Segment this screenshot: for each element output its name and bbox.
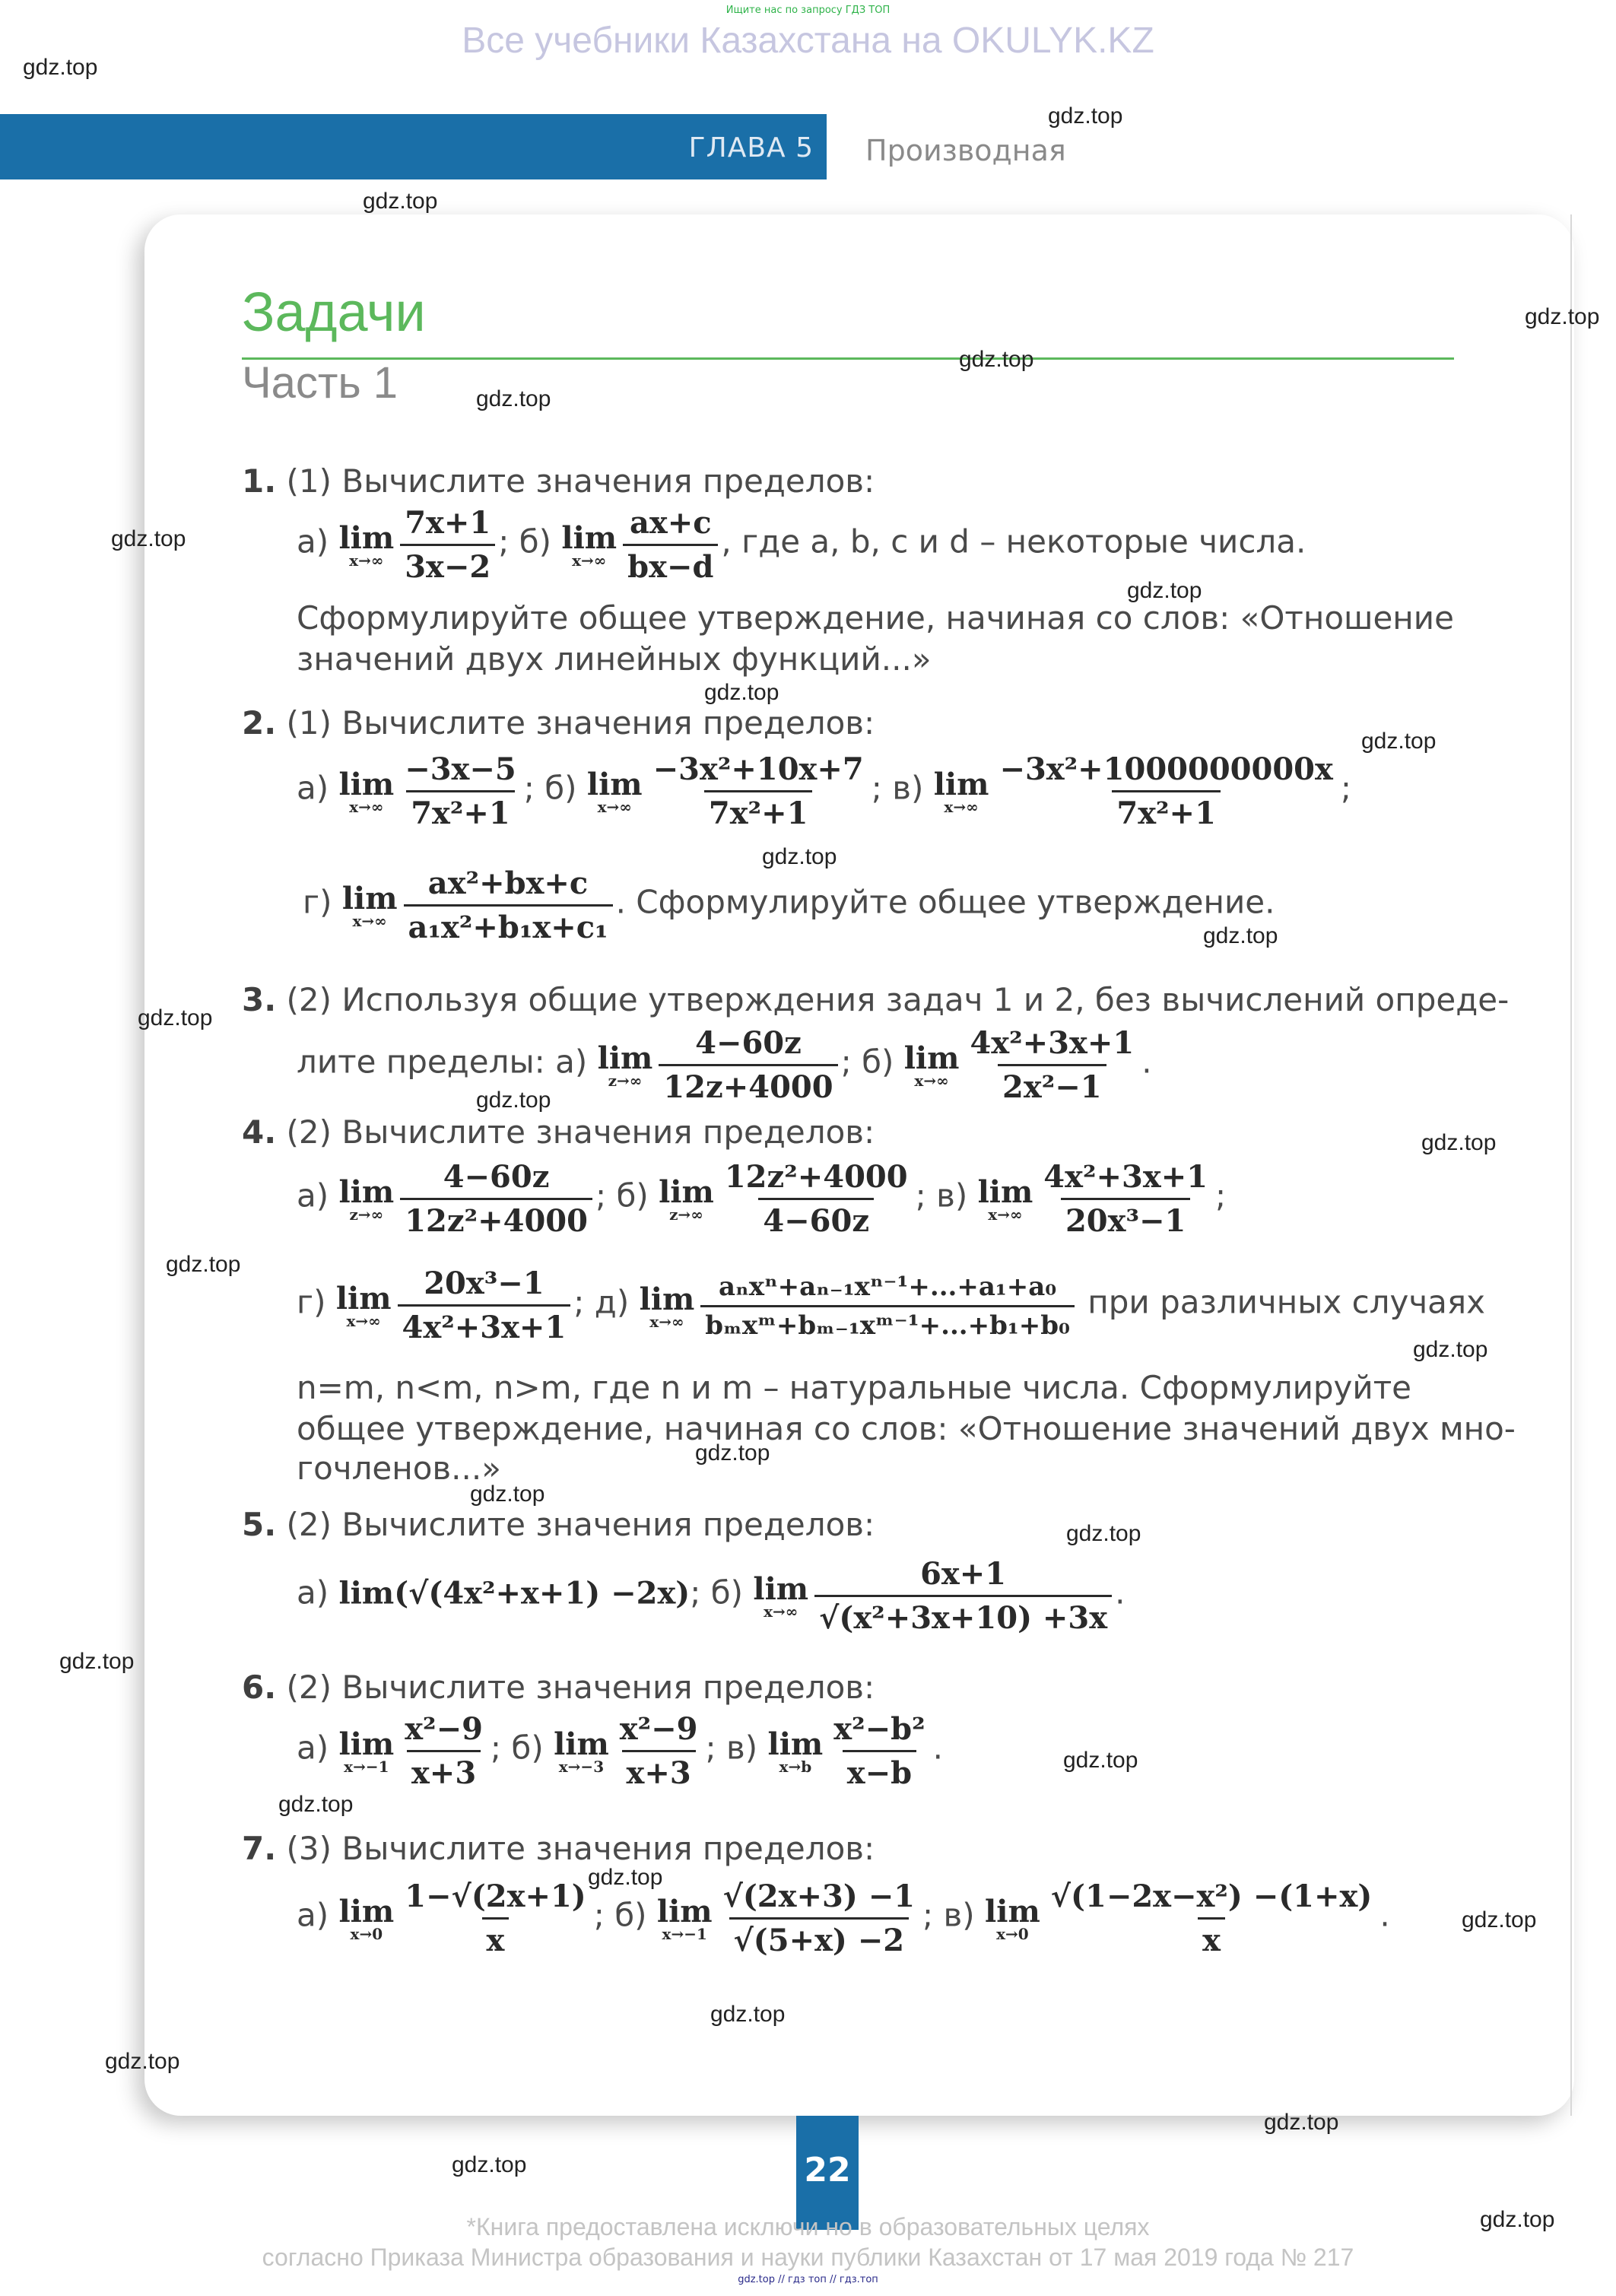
problem-number: 5. xyxy=(242,1506,277,1543)
watermark: gdz.top xyxy=(710,2002,786,2027)
item-label: г) xyxy=(303,883,332,921)
section-title: Задачи xyxy=(242,282,426,343)
separator: ; xyxy=(1340,769,1351,807)
separator: ; в) xyxy=(915,1177,968,1215)
problem-4-item-g-d xyxy=(297,1265,1485,1345)
problem-instruction: (2) Используя общие утверждения задач 1 и 2, без вычислений опреде- xyxy=(286,981,1510,1018)
problem-number: 3. xyxy=(242,981,277,1018)
problem-number: 4. xyxy=(242,1113,277,1151)
fraction: $\frac{√(2x+3) -1}{√(5+x) -2}$ xyxy=(722,1878,916,1958)
watermark: gdz.top xyxy=(59,1649,135,1674)
fraction: $\frac{\text{x²−b²}}{x-b}$ xyxy=(833,1711,925,1791)
problem-2-item-g xyxy=(303,865,1275,945)
watermark: gdz.top xyxy=(1480,2207,1555,2232)
footer-line-1: *Книга предоставлена исключи но в образовательных целях xyxy=(466,2213,1150,2240)
limit-operator: lim x→∞ xyxy=(639,1281,695,1331)
separator: . xyxy=(1141,1043,1152,1081)
separator: ; в) xyxy=(871,769,924,807)
watermark: gdz.top xyxy=(476,386,551,411)
problem-1-heading xyxy=(242,462,875,500)
watermark: gdz.top xyxy=(452,2152,527,2177)
problem-3-expressions xyxy=(297,1025,1152,1105)
watermark: gdz.top xyxy=(278,1792,354,1817)
separator: ; б) xyxy=(593,1896,647,1934)
top-tiny-text: Ищите нас по запросу ГДЗ ТОП xyxy=(725,5,891,16)
problem-4-heading xyxy=(242,1113,875,1151)
watermark: gdz.top xyxy=(111,526,186,551)
problem-4-line6: гочленов...» xyxy=(297,1450,501,1487)
separator: ; б) xyxy=(690,1574,744,1612)
item-label: а) xyxy=(297,1729,329,1767)
problem-7-expressions xyxy=(297,1878,1390,1958)
watermark: gdz.top xyxy=(1264,2110,1339,2135)
limit-operator: lim x→∞ xyxy=(561,520,618,570)
watermark: gdz.top xyxy=(1413,1337,1488,1362)
problem-text: , где a, b, c и d – некоторые числа. xyxy=(721,522,1306,561)
fraction: $\frac{\text{x²−9}}{x+3}$ xyxy=(619,1711,698,1791)
site-title[interactable]: Все учебники Казахстана на OKULYK.KZ xyxy=(462,21,1154,61)
limit-operator: lim z→∞ xyxy=(659,1174,714,1224)
problem-2-heading xyxy=(242,704,875,742)
limit-expression: lim(√(4x²+x+1) −2x) xyxy=(338,1575,691,1612)
watermark: gdz.top xyxy=(1203,923,1278,948)
separator: . xyxy=(932,1729,943,1767)
fraction: $\frac{6x+1}{\text{√(x²+3x+10) +3x}}$ xyxy=(814,1556,1112,1636)
separator: ; б) xyxy=(523,769,577,807)
fraction: $\frac{\text{x²−9}}{x+3}$ xyxy=(405,1711,483,1791)
limit-operator: lim x→∞ xyxy=(341,881,398,930)
watermark: gdz.top xyxy=(470,1481,545,1507)
watermark: gdz.top xyxy=(1525,304,1600,329)
problem-number: 2. xyxy=(242,704,277,742)
problem-text: . Сформулируйте общее утверждение. xyxy=(615,883,1275,921)
separator: ; в) xyxy=(705,1729,758,1767)
footer-line-2: согласно Приказа Министра образования и науки публики Казахстан от 17 мая 2019 года № 217 xyxy=(262,2244,1354,2271)
fraction: $\frac{1-√(2x+1)}{x}$ xyxy=(405,1878,586,1958)
watermark: gdz.top xyxy=(1048,103,1123,129)
watermark: gdz.top xyxy=(1127,578,1202,603)
watermark: gdz.top xyxy=(1063,1748,1138,1773)
problem-number: 1. xyxy=(242,462,277,500)
separator: ; xyxy=(1215,1177,1227,1215)
problem-instruction: (2) Вычислите значения пределов: xyxy=(286,1506,875,1543)
fraction: $\frac{\text{aₙxⁿ+aₙ₋₁xⁿ⁻¹+...+a₁+a₀}}{\text{bₘxᵐ+bₘ₋₁xᵐ⁻¹+...+b₁+b₀}}$ xyxy=(700,1272,1075,1341)
problem-5-expressions xyxy=(297,1556,1125,1636)
watermark: gdz.top xyxy=(762,844,837,869)
separator: ; б) xyxy=(595,1177,649,1215)
limit-operator: lim x→−1 xyxy=(656,1894,713,1943)
item-label: г) xyxy=(297,1283,326,1321)
limit-operator: lim z→∞ xyxy=(597,1040,653,1090)
section-rule xyxy=(242,357,1454,360)
limit-operator: lim x→b xyxy=(767,1726,824,1776)
problem-instruction: (3) Вычислите значения пределов: xyxy=(286,1830,875,1867)
separator: ; в) xyxy=(922,1896,975,1934)
watermark: gdz.top xyxy=(1066,1521,1141,1546)
problem-4-line5: общее утверждение, начиная со слов: «Отношение значений двух мно- xyxy=(297,1410,1516,1447)
problem-6-heading xyxy=(242,1669,875,1706)
separator: ; б) xyxy=(840,1043,894,1081)
watermark: gdz.top xyxy=(1361,729,1437,754)
item-label: а) xyxy=(297,1574,329,1612)
limit-operator: lim x→∞ xyxy=(338,767,395,816)
problem-7-heading xyxy=(242,1830,875,1867)
fraction: $\frac{4-60z}{\text{12z²+4000}}$ xyxy=(400,1159,592,1239)
fraction: $\frac{\text{√(1−2x−x²) −(1+x)}}{x}$ xyxy=(1050,1878,1373,1958)
limit-operator: lim x→∞ xyxy=(903,1040,960,1090)
problem-3-heading xyxy=(242,981,1509,1018)
fraction: $\frac{\text{4x²+3x+1}}{\text{20x³−1}}$ xyxy=(1043,1159,1208,1239)
problem-number: 7. xyxy=(242,1830,277,1867)
fraction: $\frac{\text{−3x²+1000000000x}}{\text{7x²+1}}$ xyxy=(999,751,1333,831)
problem-1-expressions xyxy=(297,505,1306,585)
watermark: gdz.top xyxy=(588,1865,663,1890)
separator: . xyxy=(1115,1574,1125,1612)
limit-operator: lim x→∞ xyxy=(753,1571,809,1621)
separator: ; д) xyxy=(573,1283,630,1321)
problem-5-heading xyxy=(242,1506,875,1543)
problem-1-line4: значений двух линейных функций...» xyxy=(297,640,932,678)
item-label: а) xyxy=(297,522,329,561)
limit-operator: lim x→∞ xyxy=(335,1281,392,1330)
watermark: gdz.top xyxy=(1421,1130,1497,1155)
watermark: gdz.top xyxy=(695,1440,770,1466)
problem-text: при различных случаях xyxy=(1087,1283,1486,1321)
watermark: gdz.top xyxy=(1462,1907,1537,1932)
problem-1-line3: Сформулируйте общее утверждение, начиная со слов: «Отношение xyxy=(297,599,1454,637)
problem-text: лите пределы: а) xyxy=(297,1043,588,1081)
watermark: gdz.top xyxy=(959,347,1034,372)
fraction: $\frac{4-60z}{12z+4000}$ xyxy=(659,1025,837,1105)
page-number: 22 xyxy=(804,2151,851,2190)
item-label: а) xyxy=(297,1896,329,1934)
fraction: $\frac{\text{4x²+3x+1}}{\text{2x²−1}}$ xyxy=(970,1025,1135,1105)
limit-operator: lim x→∞ xyxy=(338,520,395,570)
fraction: $\frac{\text{ax²+bx+c}}{\text{a₁x²+b₁x+c₁}}$ xyxy=(404,865,613,945)
separator: . xyxy=(1379,1896,1390,1934)
watermark: gdz.top xyxy=(23,55,98,80)
fraction: $\frac{-3x-5}{\text{7x²+1}}$ xyxy=(405,751,516,831)
section-subtitle: Часть 1 xyxy=(242,358,398,408)
watermark: gdz.top xyxy=(363,189,438,214)
chapter-name: Производная xyxy=(865,134,1066,167)
watermark: gdz.top xyxy=(105,2049,180,2074)
limit-operator: lim x→0 xyxy=(338,1894,395,1943)
watermark: gdz.top xyxy=(166,1252,241,1277)
fraction: $\frac{ax+c}{bx-d}$ xyxy=(623,505,718,585)
chapter-label: ГЛАВА 5 xyxy=(688,132,814,164)
fraction: $\frac{\text{20x³−1}}{\text{4x²+3x+1}}$ xyxy=(398,1265,571,1345)
problem-4-expressions xyxy=(297,1159,1226,1239)
fraction: $\frac{7x+1}{3x-2}$ xyxy=(400,505,495,585)
limit-operator: lim x→−3 xyxy=(554,1726,609,1776)
separator: ; б) xyxy=(498,522,552,561)
item-label: а) xyxy=(297,769,329,807)
limit-operator: lim x→0 xyxy=(985,1894,1040,1943)
limit-operator: lim x→∞ xyxy=(933,767,989,816)
problem-instruction: (2) Вычислите значения пределов: xyxy=(286,1113,875,1151)
problem-2-expressions xyxy=(297,751,1351,831)
footer-tiny: gdz.top // гдз топ // гдз.топ xyxy=(738,2274,878,2285)
fraction: $\frac{\text{−3x²+10x+7}}{\text{7x²+1}}$ xyxy=(652,751,864,831)
problem-instruction: (1) Вычислите значения пределов: xyxy=(286,462,875,500)
fraction: $\frac{\text{12z²+4000}}{4-60z}$ xyxy=(724,1159,908,1239)
watermark: gdz.top xyxy=(476,1088,551,1113)
problem-number: 6. xyxy=(242,1669,277,1706)
watermark: gdz.top xyxy=(704,680,779,705)
limit-operator: lim z→∞ xyxy=(338,1174,395,1224)
watermark: gdz.top xyxy=(138,1005,213,1031)
card-edge-line xyxy=(1570,214,1572,2116)
limit-operator: lim x→∞ xyxy=(977,1174,1033,1224)
problem-6-expressions xyxy=(297,1711,943,1791)
separator: ; б) xyxy=(490,1729,544,1767)
item-label: а) xyxy=(297,1177,329,1215)
limit-operator: lim x→−1 xyxy=(338,1726,395,1776)
problem-instruction: (1) Вычислите значения пределов: xyxy=(286,704,875,742)
problem-instruction: (2) Вычислите значения пределов: xyxy=(286,1669,875,1706)
limit-operator: lim x→∞ xyxy=(586,767,643,816)
problem-4-line4: n=m, n<m, n>m, где n и m – натуральные числа. Сформулируйте xyxy=(297,1369,1412,1406)
